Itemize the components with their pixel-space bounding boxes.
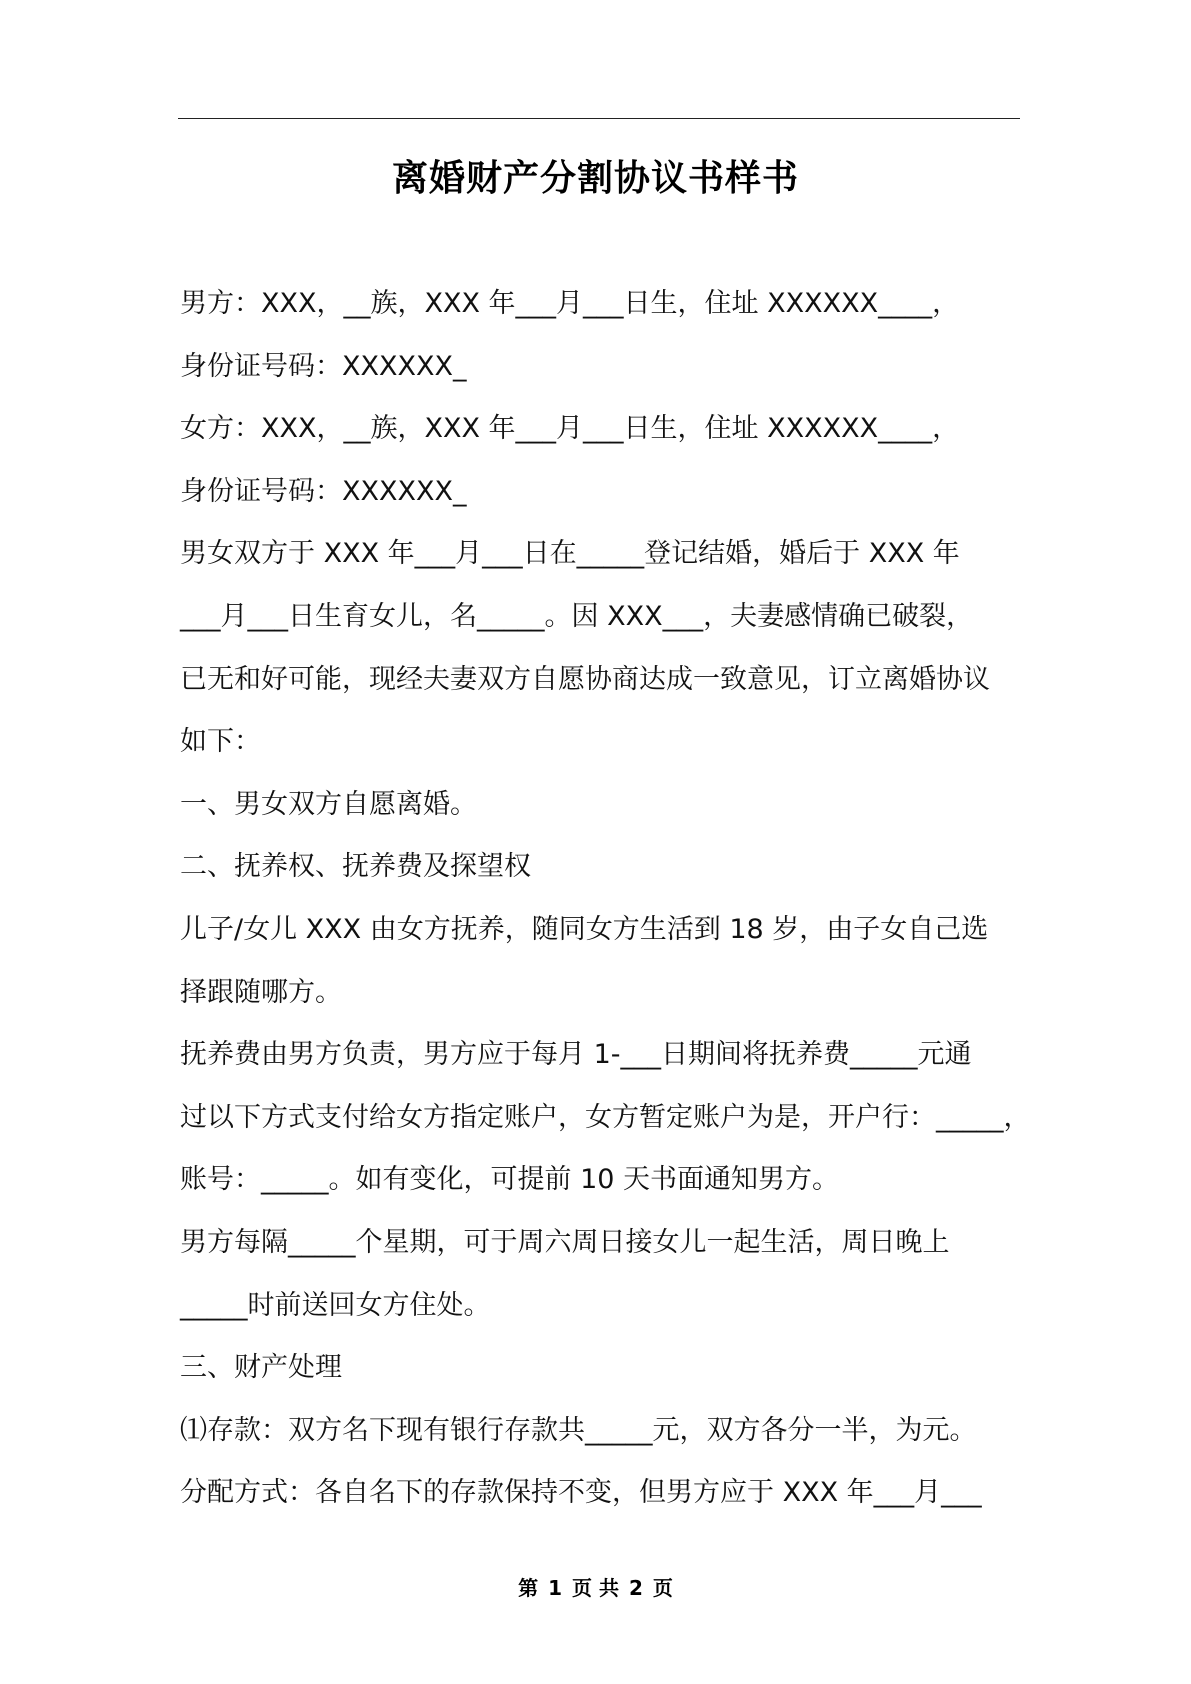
text-line: 抚养费由男方负责，男方应于每月 1-___日期间将抚养费_____元通	[180, 1039, 972, 1071]
text-line: 账号：_____。如有变化，可提前 10 天书面通知男方。	[180, 1164, 840, 1196]
text-line: 过以下方式支付给女方指定账户，女方暂定账户为是，开户行：_____，	[180, 1101, 1031, 1133]
total-pages-number: 2	[628, 1576, 643, 1600]
text-line: 如下：	[180, 726, 261, 758]
text-line: ___月___日生育女儿，名_____。因 XXX___，夫妻感情确已破裂，	[180, 600, 974, 632]
page-label-middle: 页 共	[572, 1576, 619, 1600]
text-line: 择跟随哪方。	[180, 976, 342, 1008]
text-line: 儿子/女儿 XXX 由女方抚养，随同女方生活到 18 岁，由子女自己选	[180, 913, 989, 945]
header-rule	[178, 118, 1020, 119]
document-title: 离婚财产分割协议书样书	[391, 158, 799, 199]
text-line: 分配方式：各自名下的存款保持不变，但男方应于 XXX 年___月___	[180, 1477, 982, 1509]
text-line: 男女双方于 XXX 年___月___日在_____登记结婚，婚后于 XXX 年	[180, 538, 960, 570]
text-line: 男方：XXX，__族，XXX 年___月___日生，住址 XXXXXX____，	[180, 288, 960, 319]
text-line: 已无和好可能，现经夫妻双方自愿协商达成一致意见，订立离婚协议	[180, 663, 990, 695]
section-heading: 三、财产处理	[180, 1352, 342, 1384]
page-label-suffix: 页	[652, 1576, 673, 1600]
text-line: _____时前送回女方住处。	[180, 1289, 491, 1321]
section-heading: 二、抚养权、抚养费及探望权	[180, 851, 531, 883]
page-footer	[0, 1572, 1191, 1601]
text-line: 女方：XXX，__族，XXX 年___月___日生，住址 XXXXXX____，	[180, 413, 960, 445]
text-line: 身份证号码：XXXXXX_	[180, 350, 467, 382]
text-line: 男方每隔_____个星期，可于周六周日接女儿一起生活，周日晚上	[180, 1226, 950, 1258]
page-label-prefix: 第	[518, 1576, 539, 1600]
document-body	[180, 278, 1042, 1530]
section-heading: 一、男女双方自愿离婚。	[180, 788, 477, 820]
current-page-number: 1	[548, 1576, 563, 1600]
text-line: ⑴存款：双方名下现有银行存款共_____元，双方各分一半，为元。	[180, 1414, 977, 1446]
text-line: 身份证号码：XXXXXX_	[180, 475, 467, 507]
